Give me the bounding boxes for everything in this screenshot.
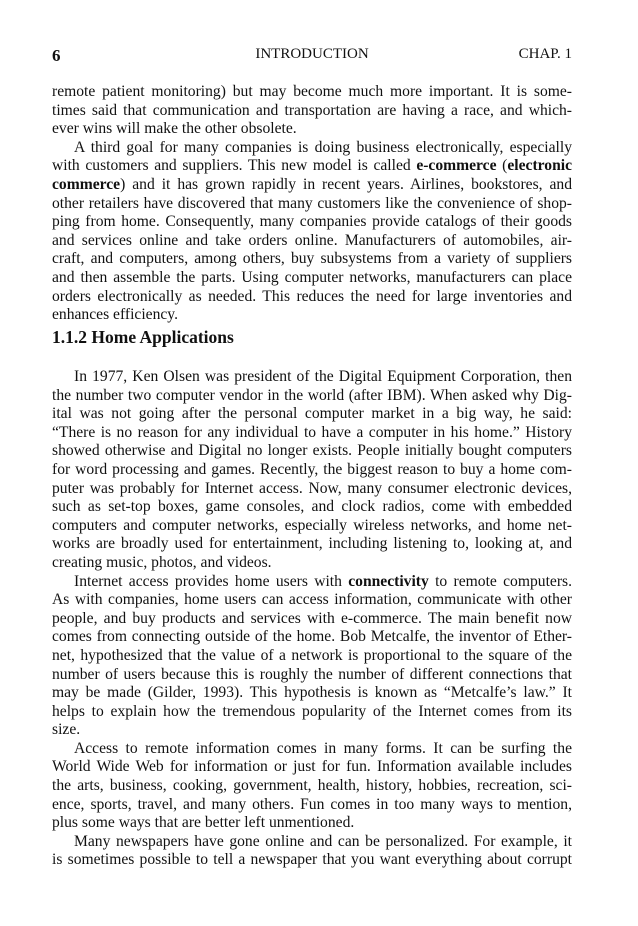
text-run: Many newspapers have gone online and can be personalized. For example, it bbox=[74, 832, 572, 850]
text-line bbox=[52, 442, 572, 461]
text-run: may be made (Gilder, 1993). This hypothesis is known as “Metcalfe’s law.” It bbox=[52, 684, 572, 702]
text-run: ever wins will make the other obsolete. bbox=[52, 120, 297, 138]
text-run: plus some ways that are better left unmentioned. bbox=[52, 814, 355, 832]
text-run: net, hypothesized that the value of a network is proportional to the square of the bbox=[52, 646, 572, 664]
text-line bbox=[52, 461, 572, 480]
text-line bbox=[52, 610, 572, 629]
text-line bbox=[52, 703, 572, 722]
text-line bbox=[52, 721, 572, 740]
text-line bbox=[52, 628, 572, 647]
text-line bbox=[52, 535, 572, 554]
text-line bbox=[52, 666, 572, 685]
text-run: Access to remote information comes in many forms. It can be surfing the bbox=[74, 739, 572, 757]
text-run: ence, sports, travel, and many others. Fun comes in too many ways to mention, bbox=[52, 795, 572, 813]
text-run: is sometimes possible to tell a newspaper that you want everything about corrupt bbox=[52, 851, 572, 869]
text-run: orders electronically as needed. This reduces the need for large inventories and bbox=[52, 287, 572, 305]
text-line bbox=[52, 102, 572, 121]
text-line bbox=[52, 405, 572, 424]
chapter-label: CHAP. 1 bbox=[518, 46, 572, 62]
body-text-upper bbox=[52, 83, 572, 325]
text-line bbox=[52, 213, 572, 232]
text-line bbox=[52, 269, 572, 288]
bold-term: connectivity bbox=[348, 572, 429, 590]
text-run: ) and it has grown rapidly in recent years. Airlines, bookstores, and bbox=[120, 175, 572, 193]
text-run: creating music, photos, and videos. bbox=[52, 553, 272, 571]
text-line bbox=[52, 833, 572, 852]
section-heading: 1.1.2 Home Applications bbox=[52, 327, 234, 347]
text-run: In 1977, Ken Olsen was president of the Digital Equipment Corporation, then bbox=[74, 368, 572, 385]
text-run: number of users because this is roughly the number of different connections that bbox=[52, 665, 572, 683]
bold-term: electronic bbox=[507, 157, 573, 175]
text-line bbox=[52, 796, 572, 815]
text-run: comes from connecting outside of the home. Bob Metcalfe, the inventor of Ether- bbox=[52, 628, 572, 646]
text-run: World Wide Web for information or just for fun. Information available includes bbox=[52, 758, 572, 776]
text-line bbox=[52, 647, 572, 666]
text-run: times said that communication and transportation are having a race, and which- bbox=[52, 101, 572, 119]
running-title: INTRODUCTION bbox=[255, 46, 369, 62]
page-header bbox=[52, 46, 572, 66]
text-line bbox=[52, 387, 572, 406]
text-run: computers and computer networks, especially wireless networks, and home net- bbox=[52, 516, 572, 534]
text-line bbox=[52, 758, 572, 777]
text-line bbox=[52, 139, 572, 158]
text-line bbox=[52, 740, 572, 759]
text-run: and services online and take orders online. Manufacturers of automobiles, air- bbox=[52, 231, 572, 249]
text-run: ital was not going after the personal computer market in a big way, he said: bbox=[52, 405, 572, 423]
text-line bbox=[52, 777, 572, 796]
bold-term: e-commerce bbox=[416, 157, 497, 175]
text-run: enhances efficiency. bbox=[52, 306, 178, 324]
text-line bbox=[52, 480, 572, 499]
text-run: ping from home. Consequently, many companies provide catalogs of their goods bbox=[52, 213, 572, 231]
text-run: such as set-top boxes, game consoles, and clock radios, come with embedded bbox=[52, 498, 572, 516]
text-line bbox=[52, 368, 572, 387]
text-line bbox=[52, 120, 572, 139]
text-run: remote patient monitoring) but may become much more important. It is some- bbox=[52, 83, 572, 100]
text-line bbox=[52, 498, 572, 517]
text-run: for word processing and games. Recently, the biggest reason to buy a home com- bbox=[52, 460, 572, 478]
text-run: the arts, business, cooking, government, health, history, hobbies, recreation, sci- bbox=[52, 777, 572, 795]
bold-term: commerce bbox=[52, 175, 121, 193]
text-run: showed otherwise and Digital no longer exists. People initially bought computers bbox=[52, 442, 572, 460]
text-run: to remote computers. bbox=[428, 572, 572, 590]
text-run: the number two computer vendor in the world (after IBM). When asked why Dig- bbox=[52, 386, 572, 404]
text-line bbox=[52, 573, 572, 592]
text-run: people, and buy products and services with e-commerce. The main benefit now bbox=[52, 609, 572, 627]
text-line bbox=[52, 195, 572, 214]
text-run: works are broadly used for entertainment, including listening to, looking at, and bbox=[52, 535, 572, 553]
text-line bbox=[52, 232, 572, 251]
page-number: 6 bbox=[52, 46, 61, 65]
text-line bbox=[52, 851, 572, 870]
text-line bbox=[52, 157, 572, 176]
text-line bbox=[52, 83, 572, 102]
text-line bbox=[52, 176, 572, 195]
body-text-lower bbox=[52, 368, 572, 870]
text-line bbox=[52, 684, 572, 703]
text-line bbox=[52, 554, 572, 573]
text-line bbox=[52, 591, 572, 610]
text-run: helps to explain how the tremendous popularity of the Internet comes from its bbox=[52, 702, 572, 720]
text-line bbox=[52, 424, 572, 443]
text-line bbox=[52, 814, 572, 833]
text-run: puter was probably for Internet access. Now, many consumer electronic devices, bbox=[52, 479, 572, 497]
text-run: A third goal for many companies is doing business electronically, especially bbox=[74, 138, 572, 156]
text-run: As with companies, home users can access information, communicate with other bbox=[52, 591, 572, 609]
text-line bbox=[52, 517, 572, 536]
text-run: and then assemble the parts. Using computer networks, manufacturers can place bbox=[52, 268, 572, 286]
text-run: craft, and computers, among others, buy subsystems from a variety of suppliers bbox=[52, 250, 572, 268]
text-line bbox=[52, 306, 572, 325]
text-run: other retailers have discovered that many customers like the convenience of shop- bbox=[52, 194, 572, 212]
text-run: ( bbox=[496, 157, 508, 175]
text-run: Internet access provides home users with bbox=[74, 572, 349, 590]
text-run: with customers and suppliers. This new model is called bbox=[52, 157, 417, 175]
text-line bbox=[52, 288, 572, 307]
text-run: “There is no reason for any individual to have a computer in his home.” History bbox=[52, 423, 572, 441]
text-run: size. bbox=[52, 721, 81, 739]
text-line bbox=[52, 250, 572, 269]
